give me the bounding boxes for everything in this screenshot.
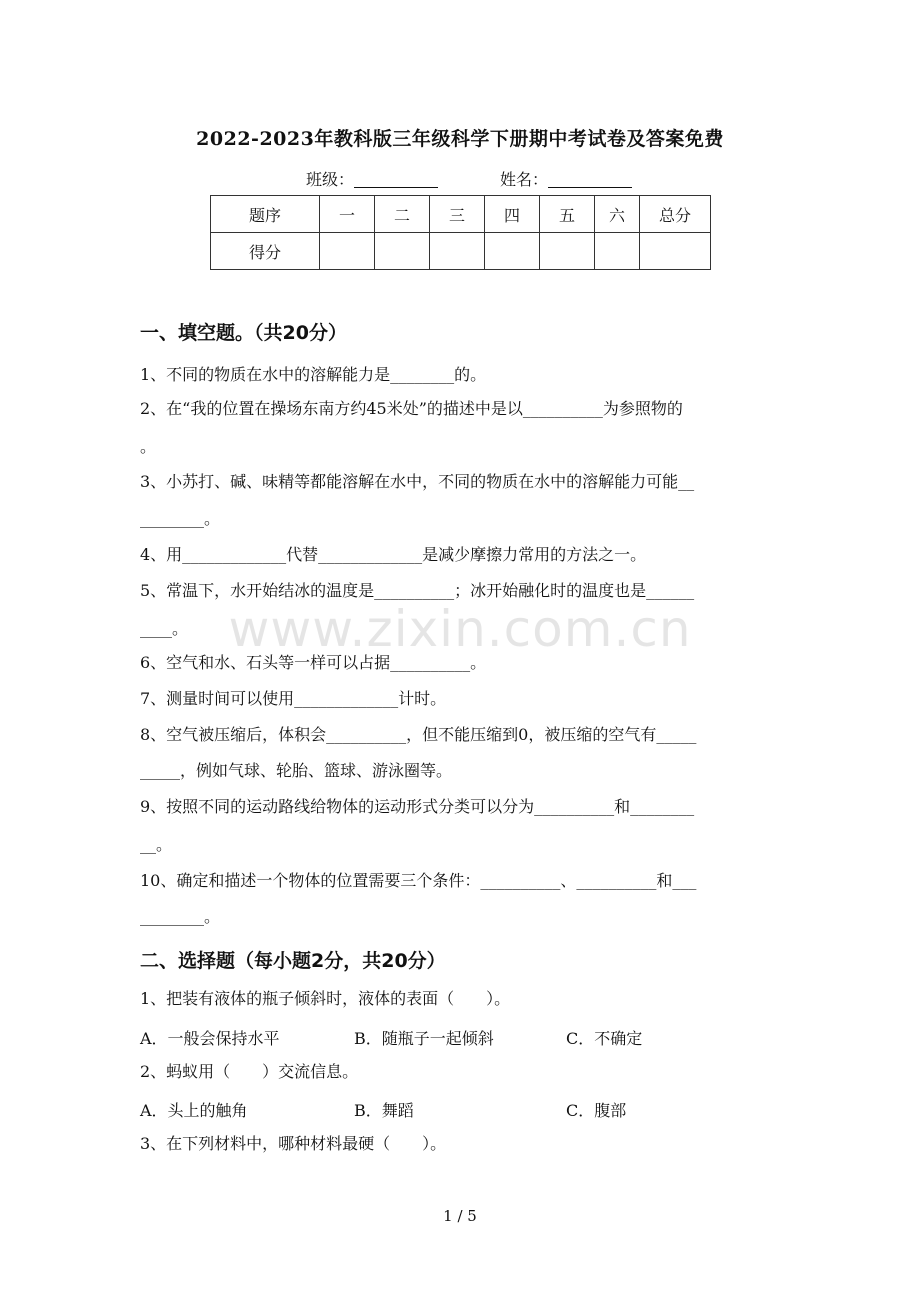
name-blank[interactable] — [548, 171, 632, 188]
question-line: _____，例如气球、轮胎、篮球、游泳圈等。 — [140, 761, 453, 780]
option-b[interactable]: B．随瓶子一起倾斜 — [354, 1029, 494, 1048]
score-header-cell: 四 — [485, 196, 540, 233]
question-line: 。 — [140, 437, 157, 456]
score-cell[interactable] — [430, 233, 485, 270]
score-header-cell: 五 — [540, 196, 595, 233]
score-cell[interactable] — [595, 233, 640, 270]
question-line: 9、按照不同的运动路线给物体的运动形式分类可以分为__________和________ — [140, 797, 695, 816]
option-a[interactable]: A．一般会保持水平 — [140, 1029, 280, 1048]
score-header-cell: 三 — [430, 196, 485, 233]
question-line: 2、蚂蚁用（ ）交流信息。 — [140, 1062, 359, 1081]
score-table-score-row — [211, 233, 711, 270]
class-field — [306, 167, 438, 190]
question-line: 3、小苏打、碱、味精等都能溶解在水中，不同的物质在水中的溶解能力可能__ — [140, 472, 695, 491]
option-c[interactable]: C．腹部 — [566, 1101, 627, 1120]
option-a[interactable]: A．头上的触角 — [140, 1101, 248, 1120]
name-field — [500, 167, 632, 190]
question-line: 2、在“我的位置在操场东南方约45米处”的描述中是以__________为参照物的 — [140, 399, 683, 418]
score-header-cell: 题序 — [211, 196, 320, 233]
name-label: 姓名： — [500, 170, 549, 189]
question-line: 1、不同的物质在水中的溶解能力是________的。 — [140, 365, 487, 384]
option-b[interactable]: B．舞蹈 — [354, 1101, 414, 1120]
score-cell[interactable] — [320, 233, 375, 270]
question-line: __。 — [140, 835, 173, 854]
question-line: 8、空气被压缩后，体积会__________，但不能压缩到0，被压缩的空气有_____ — [140, 725, 697, 744]
watermark: www.zixin.com.cn — [228, 600, 692, 658]
score-table — [210, 195, 711, 270]
score-row-label: 得分 — [211, 233, 320, 270]
section2-heading: 二、选择题（每小题2分，共20分） — [140, 950, 446, 972]
score-header-cell: 六 — [595, 196, 640, 233]
page-number: 1 / 5 — [443, 1207, 477, 1225]
section1-heading: 一、填空题。（共20分） — [140, 322, 347, 344]
option-c[interactable]: C．不确定 — [566, 1029, 643, 1048]
question-line: 1、把装有液体的瓶子倾斜时，液体的表面（ ）。 — [140, 989, 511, 1008]
score-cell[interactable] — [640, 233, 711, 270]
score-cell[interactable] — [485, 233, 540, 270]
score-header-cell: 一 — [320, 196, 375, 233]
question-line: ____。 — [140, 619, 189, 638]
score-cell[interactable] — [540, 233, 595, 270]
question-line: 10、确定和描述一个物体的位置需要三个条件：__________、__________和___ — [140, 871, 697, 890]
class-blank[interactable] — [354, 171, 438, 188]
class-label: 班级： — [306, 170, 355, 189]
question-line: 6、空气和水、石头等一样可以占据__________。 — [140, 653, 487, 672]
score-header-cell: 总分 — [640, 196, 711, 233]
question-line: 3、在下列材料中，哪种材料最硬（ ）。 — [140, 1134, 447, 1153]
document-title: 2022-2023年教科版三年级科学下册期中考试卷及答案免费 — [196, 128, 724, 150]
question-line: ________。 — [140, 509, 221, 528]
score-cell[interactable] — [375, 233, 430, 270]
question-line: 5、常温下，水开始结冰的温度是__________；冰开始融化时的温度也是______ — [140, 581, 695, 600]
question-line: 7、测量时间可以使用_____________计时。 — [140, 689, 447, 708]
question-line: 4、用_____________代替_____________是减少摩擦力常用的方法之一。 — [140, 545, 647, 564]
question-line: ________。 — [140, 907, 221, 926]
score-table-header-row — [211, 196, 711, 233]
score-header-cell: 二 — [375, 196, 430, 233]
